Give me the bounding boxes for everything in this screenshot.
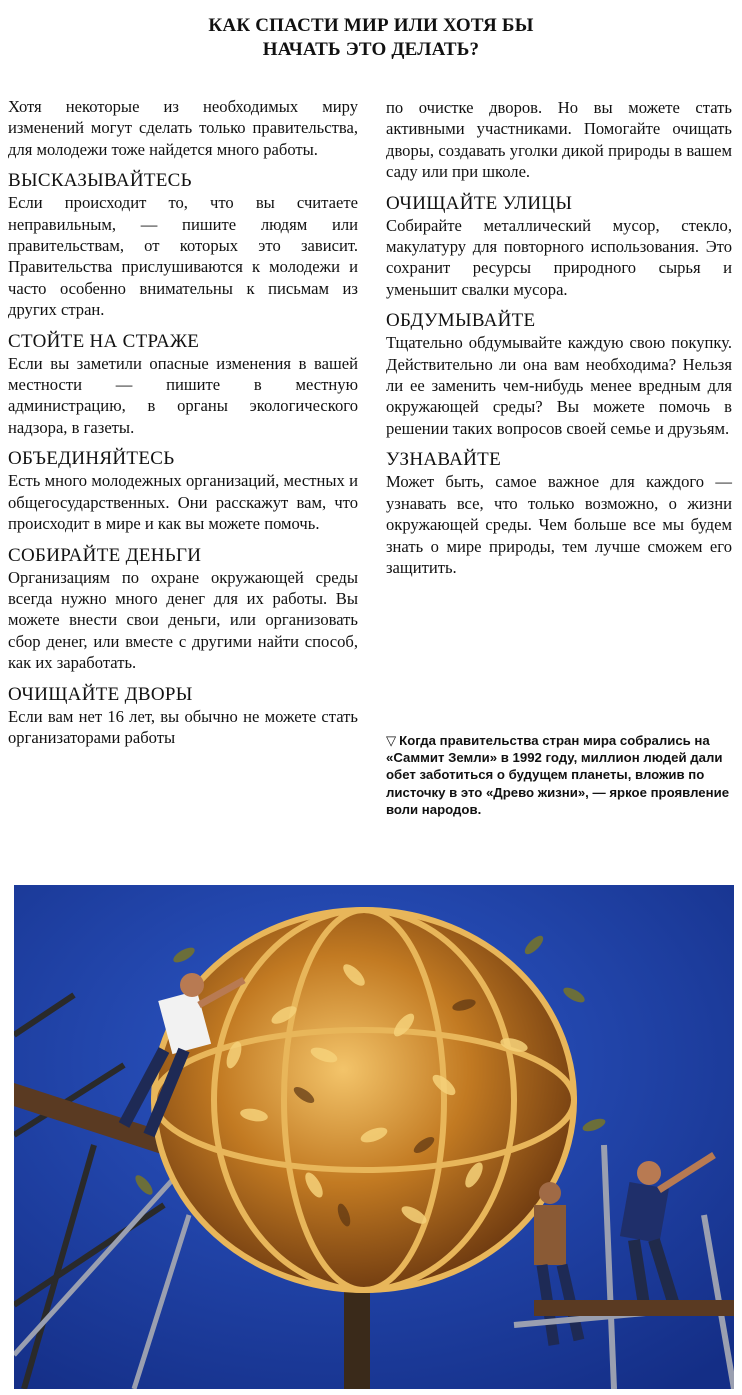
tree-of-life-photo (14, 885, 734, 1389)
text-clean-streets: Собирайте металлический мусор, стекло, макулатуру для повторного использования. Это сохранит ресурсы природного сырья и уменьшит свалки мусора. (386, 215, 732, 299)
text-clean-yards-continued: по очистке дворов. Но вы можете стать активными участниками. Помогайте очищать дворы, создавать уголки дикой природы в вашем саду или при школе. (386, 98, 732, 182)
text-stand-guard: Если вы заметили опасные изменения в вашей местности — пишите в местную администрацию, в органы экологического надзора, в газеты. (8, 353, 358, 437)
text-clean-yards: Если вам нет 16 лет, вы обычно не можете стать организаторами работы (8, 706, 358, 747)
heading-clean-streets: ОЧИЩАЙТЕ УЛИЦЫ (386, 192, 573, 214)
intro-paragraph: Хотя некоторые из необходимых миру изменений могут сделать только правительства, для молодежи тоже найдется много работы. (8, 97, 358, 159)
heading-think-over: ОБДУМЫВАЙТЕ (386, 310, 536, 332)
golden-sphere (154, 910, 574, 1290)
triangle-marker-icon: ▽ (386, 733, 397, 748)
heading-clean-yards: ОЧИЩАЙТЕ ДВОРЫ (8, 683, 193, 705)
scaffold-plank-right (534, 1300, 734, 1316)
right-column (386, 97, 732, 578)
page-title-line-1: КАК СПАСТИ МИР ИЛИ ХОТЯ БЫ (208, 15, 534, 36)
heading-collect-money: СОБИРАЙТЕ ДЕНЬГИ (8, 544, 202, 566)
page-title (0, 14, 742, 62)
heading-unite: ОБЪЕДИНЯЙТЕСЬ (8, 448, 175, 470)
page-title-line-2: НАЧАТЬ ЭТО ДЕЛАТЬ? (262, 39, 480, 60)
photo-caption-text: Когда правительства стран мира собрались на «Саммит Земли» в 1992 году, миллион людей дали обет заботиться о будущем планеты, вложив по листочку в это «Древо жизни», — яркое проявление воли народов. (386, 733, 730, 817)
text-collect-money: Организациям по охране окружающей среды всегда нужно много денег для их работы. Вы можете внести свои деньги, или организовать сбор денег, или вместе с другими найти способ, как их заработать. (8, 567, 358, 673)
photo-caption (386, 732, 736, 818)
text-speak-out: Если происходит то, что вы считаете неправильным, — пишите людям или правительствам, от которых это зависит. Правительства прислушиваются к молодежи и часто особенно внимательны к письмам из других стран. (8, 193, 358, 320)
heading-learn: УЗНАВАЙТЕ (386, 449, 501, 471)
text-think-over: Тщательно обдумывайте каждую свою покупку. Действительно ли она вам необходима? Нельзя ли ее заменить чем-нибудь менее вредным для окружающей среды? Вы можете помочь в решении таких вопросов своей семье и друзьям. (386, 333, 732, 438)
tree-of-life-illustration (14, 885, 734, 1389)
text-learn: Может быть, самое важное для каждого — узнавать все, что только возможно, о жизни окружающей среды. Чем больше все мы будем знать о мире природы, тем лучше сможем его защитить. (386, 472, 732, 577)
text-unite: Есть много молодежных организаций, местных и общегосударственных. Они расскажут вам, что происходит в мире и как вы можете помочь. (8, 471, 358, 534)
heading-stand-guard: СТОЙТЕ НА СТРАЖЕ (8, 330, 200, 352)
heading-speak-out: ВЫСКАЗЫВАЙТЕСЬ (8, 170, 192, 192)
left-column (8, 96, 358, 748)
